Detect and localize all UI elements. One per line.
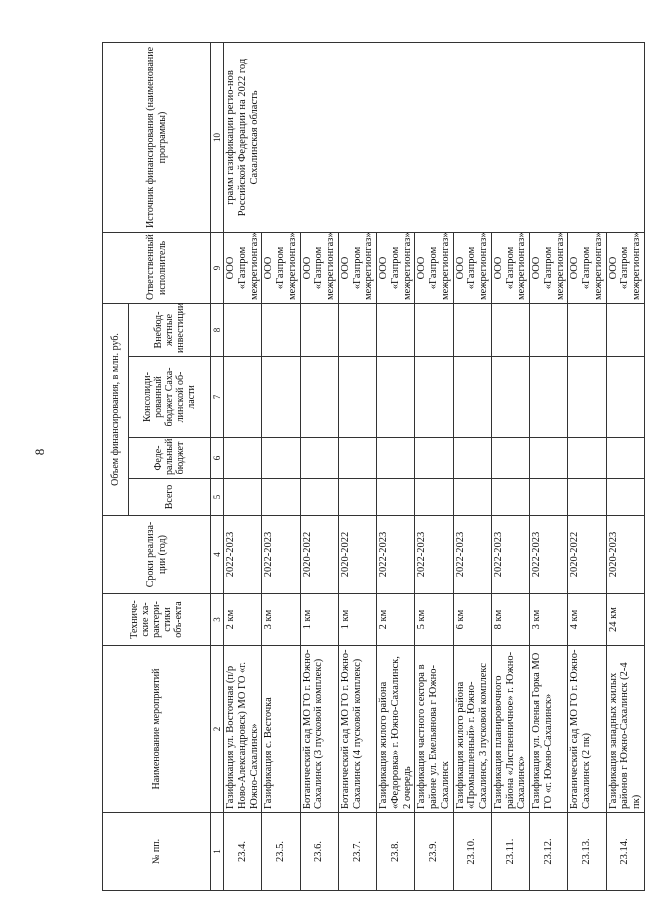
row-tech: 3 км — [530, 594, 568, 646]
row-tech: 6 км — [453, 594, 491, 646]
row-extrabudget — [606, 304, 644, 357]
row-number: 23.6. — [300, 813, 338, 891]
row-name: Газификация западных жилых районов г Южно-Сахалинск (2-4 пк) — [606, 646, 644, 813]
row-consolidated — [224, 357, 262, 438]
row-extrabudget — [338, 304, 376, 357]
row-tech: 2 км — [224, 594, 262, 646]
row-consolidated — [568, 357, 606, 438]
row-number: 23.7. — [338, 813, 376, 891]
row-federal — [415, 438, 453, 479]
row-name: Газификация планировочного района «Лиственничное» г. Южно-Сахалинск» — [491, 646, 529, 813]
row-federal — [224, 438, 262, 479]
row-term: 2020-2022 — [568, 516, 606, 594]
row-total — [568, 479, 606, 516]
row-executor: ООО «Газпром межрегионгаз» — [224, 233, 262, 304]
row-federal — [453, 438, 491, 479]
row-federal — [300, 438, 338, 479]
row-total — [224, 479, 262, 516]
row-consolidated — [338, 357, 376, 438]
column-number: 10 — [211, 43, 224, 233]
row-term: 2022-2023 — [415, 516, 453, 594]
row-term: 2020-2023 — [606, 516, 644, 594]
row-number: 23.9. — [415, 813, 453, 891]
row-term: 2020-2022 — [338, 516, 376, 594]
table-row — [224, 43, 262, 891]
row-consolidated — [300, 357, 338, 438]
row-extrabudget — [377, 304, 415, 357]
header-federal: Феде-ральный бюджет — [129, 438, 211, 479]
row-extrabudget — [415, 304, 453, 357]
row-number: 23.14. — [606, 813, 644, 891]
row-name: Ботанический сад МО ГО г. Южно-Сахалинск (2 пк) — [568, 646, 606, 813]
row-term: 2022-2023 — [530, 516, 568, 594]
column-number-row — [211, 43, 224, 891]
row-extrabudget — [530, 304, 568, 357]
row-tech: 2 км — [377, 594, 415, 646]
row-total — [606, 479, 644, 516]
row-consolidated — [606, 357, 644, 438]
row-name: Газификация жилого района «Федоровка» г. Южно-Сахалинск, 2 очередь — [377, 646, 415, 813]
row-consolidated — [415, 357, 453, 438]
row-total — [338, 479, 376, 516]
header-source: Источник финансирования (наименование программы) — [103, 43, 211, 233]
column-number: 9 — [211, 233, 224, 304]
row-term: 2020-2022 — [300, 516, 338, 594]
row-name: Ботанический сад МО ГО г. Южно-Сахалинск (3 пусковой комплекс) — [300, 646, 338, 813]
row-consolidated — [530, 357, 568, 438]
row-tech: 8 км — [491, 594, 529, 646]
row-term: 2022-2023 — [224, 516, 262, 594]
row-tech: 3 км — [262, 594, 300, 646]
row-total — [377, 479, 415, 516]
rotated-table-wrapper — [102, 43, 642, 891]
row-tech: 5 км — [415, 594, 453, 646]
row-name: Газификация жилого района «Промышленный» г. Южно-Сахалинск, 3 пусковой комплекс — [453, 646, 491, 813]
row-total — [491, 479, 529, 516]
row-extrabudget — [300, 304, 338, 357]
row-number: 23.13. — [568, 813, 606, 891]
row-total — [415, 479, 453, 516]
row-extrabudget — [262, 304, 300, 357]
row-federal — [491, 438, 529, 479]
row-executor: ООО «Газпром межрегионгаз» — [262, 233, 300, 304]
row-term: 2022-2023 — [262, 516, 300, 594]
header-total: Всего — [129, 479, 211, 516]
header-tech: Техниче-ские ха-рактери-стики объ-екта — [103, 594, 211, 646]
row-extrabudget — [224, 304, 262, 357]
row-number: 23.5. — [262, 813, 300, 891]
row-executor: ООО «Газпром межрегионгаз» — [453, 233, 491, 304]
row-executor: ООО «Газпром межрегионгаз» — [415, 233, 453, 304]
row-tech: 1 км — [338, 594, 376, 646]
row-number: 23.11. — [491, 813, 529, 891]
row-name: Газификация с. Весточка — [262, 646, 300, 813]
row-executor: ООО «Газпром межрегионгаз» — [377, 233, 415, 304]
row-total — [530, 479, 568, 516]
row-consolidated — [377, 357, 415, 438]
header-extrabudget: Внебюд-жетные инвестиции — [129, 304, 211, 357]
row-executor: ООО «Газпром межрегионгаз» — [606, 233, 644, 304]
row-federal — [530, 438, 568, 479]
row-federal — [377, 438, 415, 479]
row-number: 23.10. — [453, 813, 491, 891]
header-name: Наименование мероприятий — [103, 646, 211, 813]
row-total — [453, 479, 491, 516]
column-number: 5 — [211, 479, 224, 516]
financing-table — [102, 42, 645, 891]
column-number: 4 — [211, 516, 224, 594]
header-consolidated: Консолиди-рованный бюджет Саха-линской об-ласти — [129, 357, 211, 438]
row-executor: ООО «Газпром межрегионгаз» — [491, 233, 529, 304]
column-number: 2 — [211, 646, 224, 813]
header-term: Сроки реализа-ции (год) — [103, 516, 211, 594]
row-name: Газификация частного сектора в районе ул. Емельянова г Южно-Сахалинск — [415, 646, 453, 813]
row-consolidated — [491, 357, 529, 438]
page-number: 8 — [32, 448, 47, 456]
row-extrabudget — [491, 304, 529, 357]
row-term: 2022-2023 — [491, 516, 529, 594]
column-number: 7 — [211, 357, 224, 438]
row-consolidated — [453, 357, 491, 438]
column-number: 8 — [211, 304, 224, 357]
row-federal — [568, 438, 606, 479]
source-cell: грамм газификации регио-нов Российской Федерации на 2022 год Сахалинская область — [224, 43, 645, 233]
header-no: № пп. — [103, 813, 211, 891]
row-executor: ООО «Газпром межрегионгаз» — [568, 233, 606, 304]
row-number: 23.12. — [530, 813, 568, 891]
row-number: 23.4. — [224, 813, 262, 891]
column-number: 6 — [211, 438, 224, 479]
row-consolidated — [262, 357, 300, 438]
row-name: Газификация ул. Восточная (п/р Ново-Александровск) МО ГО «г. Южно-Сахалинск» — [224, 646, 262, 813]
row-tech: 4 км — [568, 594, 606, 646]
row-executor: ООО «Газпром межрегионгаз» — [338, 233, 376, 304]
row-total — [300, 479, 338, 516]
row-name: Ботанический сад МО ГО г. Южно-Сахалинск (4 пусковой комплекс) — [338, 646, 376, 813]
row-executor: ООО «Газпром межрегионгаз» — [530, 233, 568, 304]
row-federal — [338, 438, 376, 479]
row-name: Газификация ул. Оленья Горка МО ГО «г. Южно-Сахалинск» — [530, 646, 568, 813]
column-number: 3 — [211, 594, 224, 646]
header-volume: Объем финансирования, в млн. руб. — [103, 304, 129, 516]
row-federal — [606, 438, 644, 479]
row-term: 2022-2023 — [453, 516, 491, 594]
row-extrabudget — [568, 304, 606, 357]
row-number: 23.8. — [377, 813, 415, 891]
row-federal — [262, 438, 300, 479]
column-number: 1 — [211, 813, 224, 891]
row-extrabudget — [453, 304, 491, 357]
row-tech: 24 км — [606, 594, 644, 646]
row-total — [262, 479, 300, 516]
row-executor: ООО «Газпром межрегионгаз» — [300, 233, 338, 304]
row-tech: 1 км — [300, 594, 338, 646]
header-executor: Ответственный исполнитель — [103, 233, 211, 304]
row-term: 2022-2023 — [377, 516, 415, 594]
